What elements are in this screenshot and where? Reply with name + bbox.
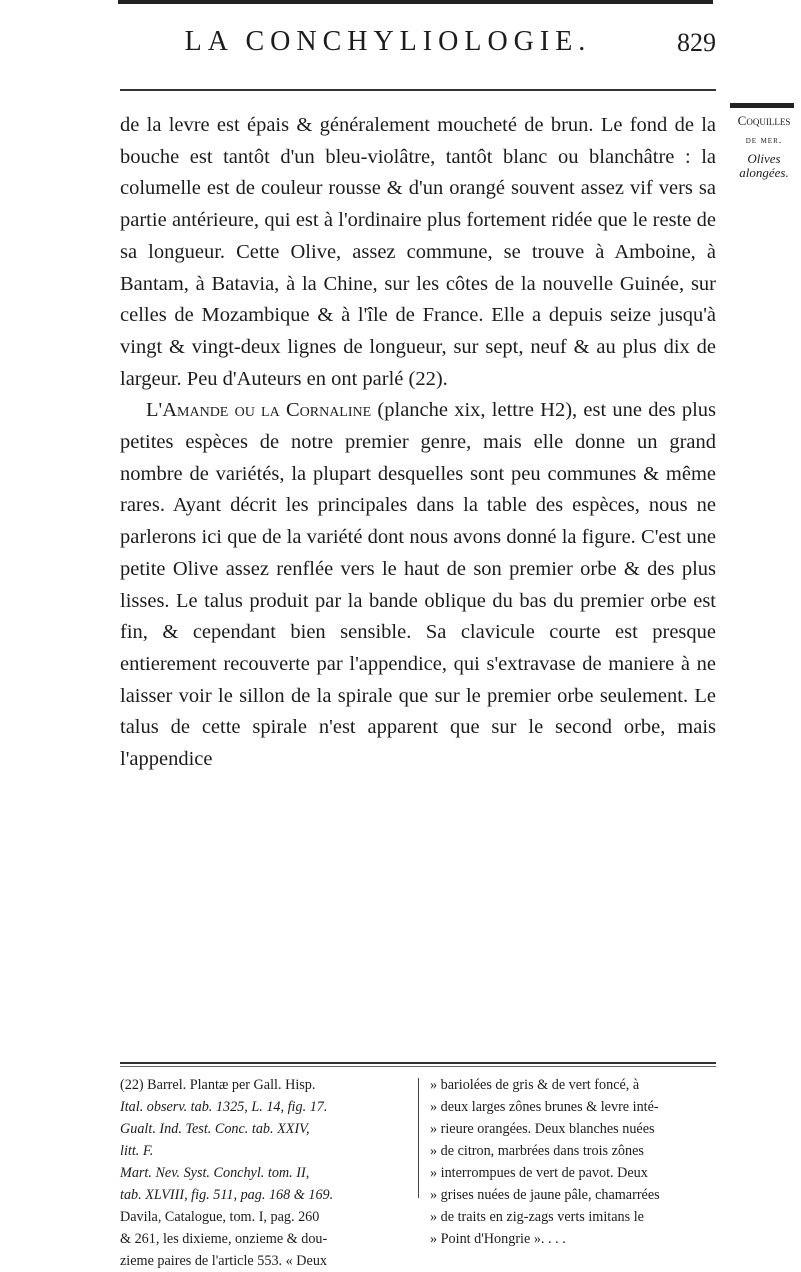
- running-title: LA CONCHYLIOLOGIE.: [184, 26, 592, 57]
- footnote-line: » de traits en zig-zags verts imitans le: [430, 1209, 644, 1225]
- footnote-line: zieme paires de l'article 553. « Deux: [120, 1253, 328, 1269]
- header-rule: [120, 89, 716, 91]
- paragraph-2-text: (planche xix, lettre H2), est une des plus petites espèces de notre premier genre, mais elle donne un grand nombre de variétés, la plupart desquelles sont peu communes & même rares. Ayant décrit les principales dans la table des espèces, nous ne parlerons ici que de la variété dont nous avons donné la figure. C'est une petite Olive assez renflée vers le haut de son premier orbe & des plus lisses. Le talus produit par la bande oblique du bas du premier orbe est fin, & cependant bien sensible. Sa clavicule courte est presque entierement recouverte par l'appendice, qui s'extravase de maniere à ne laisser voir le sillon de la spirale que sur le premier orbe seulement. Le talus de cette spirale n'est apparent que sur le second orbe, mais l'appendice: [120, 399, 716, 771]
- footnote-line: » deux larges zônes brunes & levre inté-: [430, 1099, 659, 1115]
- margin-note-line3a: Olives: [747, 151, 781, 166]
- footnote-line: » bariolées de gris & de vert foncé, à: [430, 1077, 640, 1093]
- margin-note-rule: [730, 103, 794, 108]
- margin-note-line1: Coquilles: [737, 113, 791, 128]
- main-text: [120, 110, 716, 776]
- footnote-line: Mart. Nev. Syst. Conchyl. tom. II,: [120, 1165, 310, 1181]
- footnote-line: » interrompues de vert de pavot. Deux: [430, 1165, 648, 1181]
- page-header: [120, 22, 716, 58]
- footnote-line: » grises nuées de jaune pâle, chamarrées: [430, 1187, 660, 1203]
- footnote-rule-thin: [120, 1066, 716, 1067]
- footnote-rule: [120, 1062, 716, 1064]
- footnote-right-column: [430, 1074, 720, 1250]
- margin-note-line3b: alongées.: [739, 165, 789, 180]
- footnote-line: & 261, les dixieme, onzieme & dou-: [120, 1231, 328, 1247]
- footnote-line: » de citron, marbrées dans trois zônes: [430, 1143, 644, 1159]
- top-rule: [118, 0, 713, 4]
- footnote-left-column: [120, 1074, 410, 1272]
- footnote-line: Davila, Catalogue, tom. I, pag. 260: [120, 1209, 320, 1225]
- margin-note-line2: de mer.: [745, 135, 783, 146]
- footnote-line: (22) Barrel. Plantæ per Gall. Hisp.: [120, 1077, 316, 1093]
- footnote-line: » rieure orangées. Deux blanches nuées: [430, 1121, 655, 1137]
- footnote-line: » Point d'Hongrie ». . . .: [430, 1231, 566, 1247]
- paragraph-1: de la levre est épais & généralement moucheté de brun. Le fond de la bouche est tantôt d'un bleu-violâtre, tantôt blanc ou blanchâtre : la columelle est de couleur rousse & d'un orangé souvent assez vif vers sa partie antérieure, qui est à l'ordinaire plus fortement ridée que le reste de sa longueur. Cette Olive, assez commune, se trouve à Amboine, à Bantam, à Batavia, à la Chine, sur les côtes de la nouvelle Guinée, sur celles de Mozambique & à l'île de France. Elle a depuis seize jusqu'à vingt & vingt-deux lignes de longueur, sur sept, neuf & au plus dix de largeur. Peu d'Auteurs en ont parlé (22).: [120, 114, 716, 390]
- footnote-line: litt. F.: [120, 1143, 154, 1159]
- paragraph-2: [120, 395, 716, 775]
- margin-note: [728, 112, 800, 180]
- footnote-line: Gualt. Ind. Test. Conc. tab. XXIV,: [120, 1121, 310, 1137]
- footnote-column-divider: [418, 1078, 419, 1198]
- page-number: 829: [677, 28, 716, 57]
- paragraph-2-lead: L'Amande ou la Cornaline: [146, 399, 372, 422]
- footnote-line: Ital. observ. tab. 1325, L. 14, fig. 17.: [120, 1099, 328, 1115]
- footnote-line: tab. XLVIII, fig. 511, pag. 168 & 169.: [120, 1187, 334, 1203]
